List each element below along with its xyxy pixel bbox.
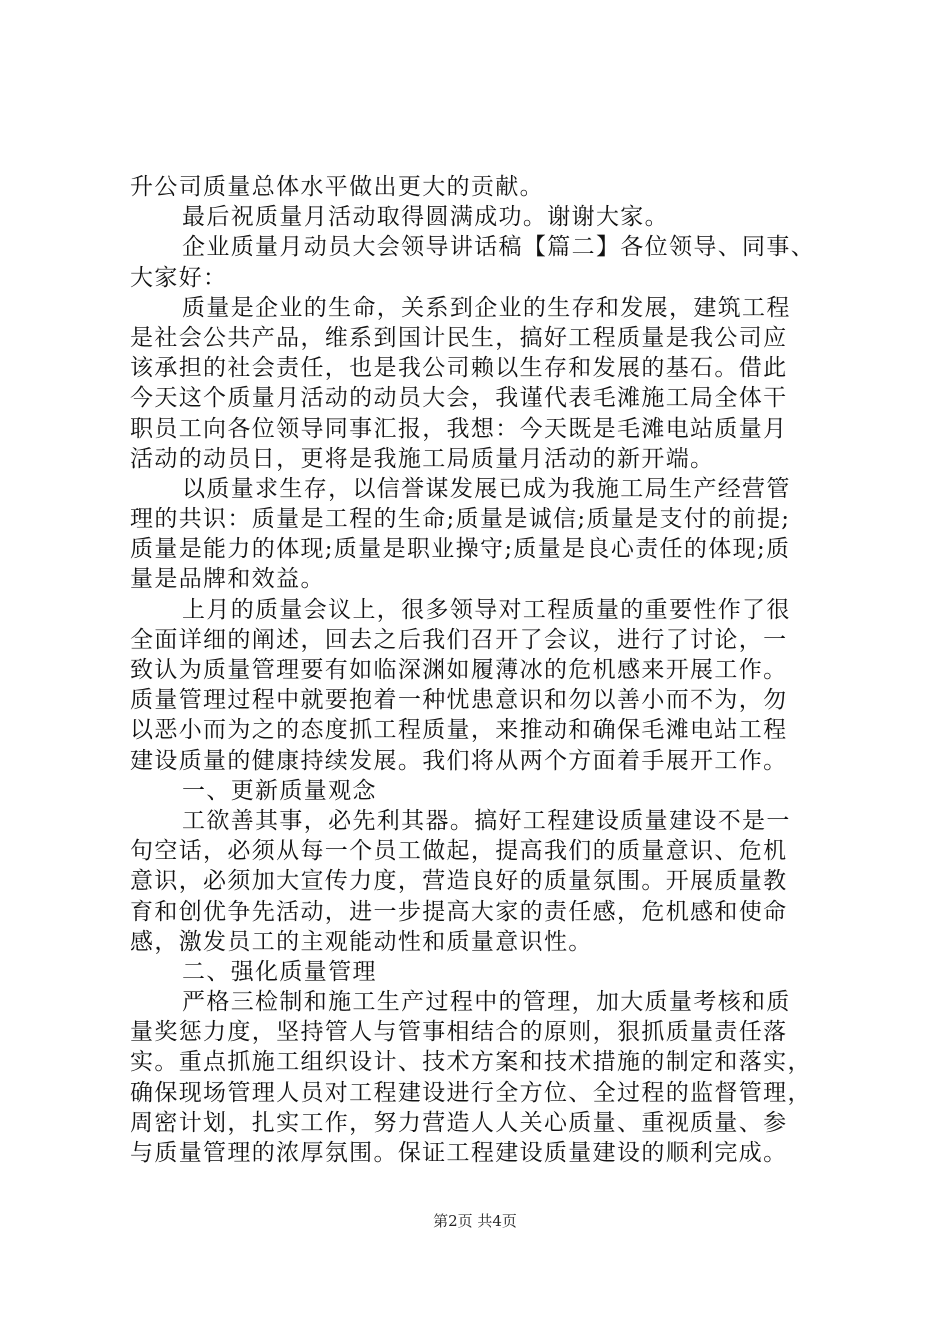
text-line: 育和创优争先活动，进一步提高大家的责任感，危机感和使命: [130, 898, 788, 925]
text-line: 意识，必须加大宣传力度，营造良好的质量氛围。开展质量教: [130, 868, 788, 895]
page-number-footer: 第2页 共4页: [433, 1212, 517, 1230]
text-line: 质量管理过程中就要抱着一种忧患意识和勿以善小而不为，勿: [130, 687, 788, 714]
text-line: 升公司质量总体水平做出更大的贡献。: [130, 174, 544, 200]
text-line: 活动的动员日，更将是我施工局质量月活动的新开端。: [130, 445, 715, 472]
text-line: 工欲善其事，必先利其器。搞好工程建设质量建设不是一: [182, 807, 791, 834]
text-line: 以质量求生存，以信誉谋发展已成为我施工局生产经营管: [182, 475, 791, 502]
section-heading: 二、强化质量管理: [182, 958, 377, 985]
text-line: 以恶小而为之的态度抓工程质量，来推动和确保毛滩电站工程: [130, 717, 788, 744]
section-heading: 一、更新质量观念: [182, 777, 377, 804]
text-line: 今天这个质量月活动的动员大会，我谨代表毛滩施工局全体干: [130, 385, 788, 412]
text-line: 企业质量月动员大会领导讲话稿【篇二】各位领导、同事、: [182, 234, 816, 261]
text-line: 大家好：: [130, 264, 228, 291]
text-line: 致认为质量管理要有如临深渊如履薄冰的危机感来开展工作。: [130, 657, 788, 683]
text-line: 最后祝质量月活动取得圆满成功。谢谢大家。: [182, 204, 669, 231]
text-line: 与质量管理的浓厚氛围。保证工程建设质量建设的顺利完成。: [130, 1140, 788, 1166]
text-line: 感，激发员工的主观能动性和质量意识性。: [130, 928, 593, 955]
text-line: 上月的质量会议上，很多领导对工程质量的重要性作了很: [182, 596, 791, 623]
text-line: 该承担的社会责任，也是我公司赖以生存和发展的基石。借此: [130, 355, 788, 382]
text-line: 质量是企业的生命，关系到企业的生存和发展，建筑工程: [182, 294, 791, 321]
document-body: [130, 172, 854, 1168]
text-line: 确保现场管理人员对工程建设进行全方位、全过程的监督管理，: [130, 1079, 812, 1106]
text-line: 建设质量的健康持续发展。我们将从两个方面着手展开工作。: [130, 747, 788, 774]
text-line: 周密计划，扎实工作，努力营造人人关心质量、重视质量、参: [130, 1109, 788, 1136]
text-line: 质量是能力的体现;质量是职业操守;质量是良心责任的体现;质: [130, 536, 791, 563]
text-line: 严格三检制和施工生产过程中的管理，加大质量考核和质: [182, 989, 791, 1016]
text-line: 量奖惩力度，坚持管人与管事相结合的原则，狠抓质量责任落: [130, 1019, 788, 1046]
text-line: 全面详细的阐述，回去之后我们召开了会议，进行了讨论，一: [130, 626, 788, 653]
text-line: 实。重点抓施工组织设计、技术方案和技术措施的制定和落实，: [130, 1049, 812, 1076]
text-line: 职员工向各位领导同事汇报，我想：今天既是毛滩电站质量月: [130, 415, 788, 442]
text-line: 理的共识：质量是工程的生命;质量是诚信;质量是支付的前提;: [130, 506, 791, 533]
text-line: 句空话，必须从每一个员工做起，提高我们的质量意识、危机: [130, 838, 788, 865]
text-line: 量是品牌和效益。: [130, 566, 325, 593]
text-line: 是社会公共产品，维系到国计民生，搞好工程质量是我公司应: [130, 324, 788, 351]
